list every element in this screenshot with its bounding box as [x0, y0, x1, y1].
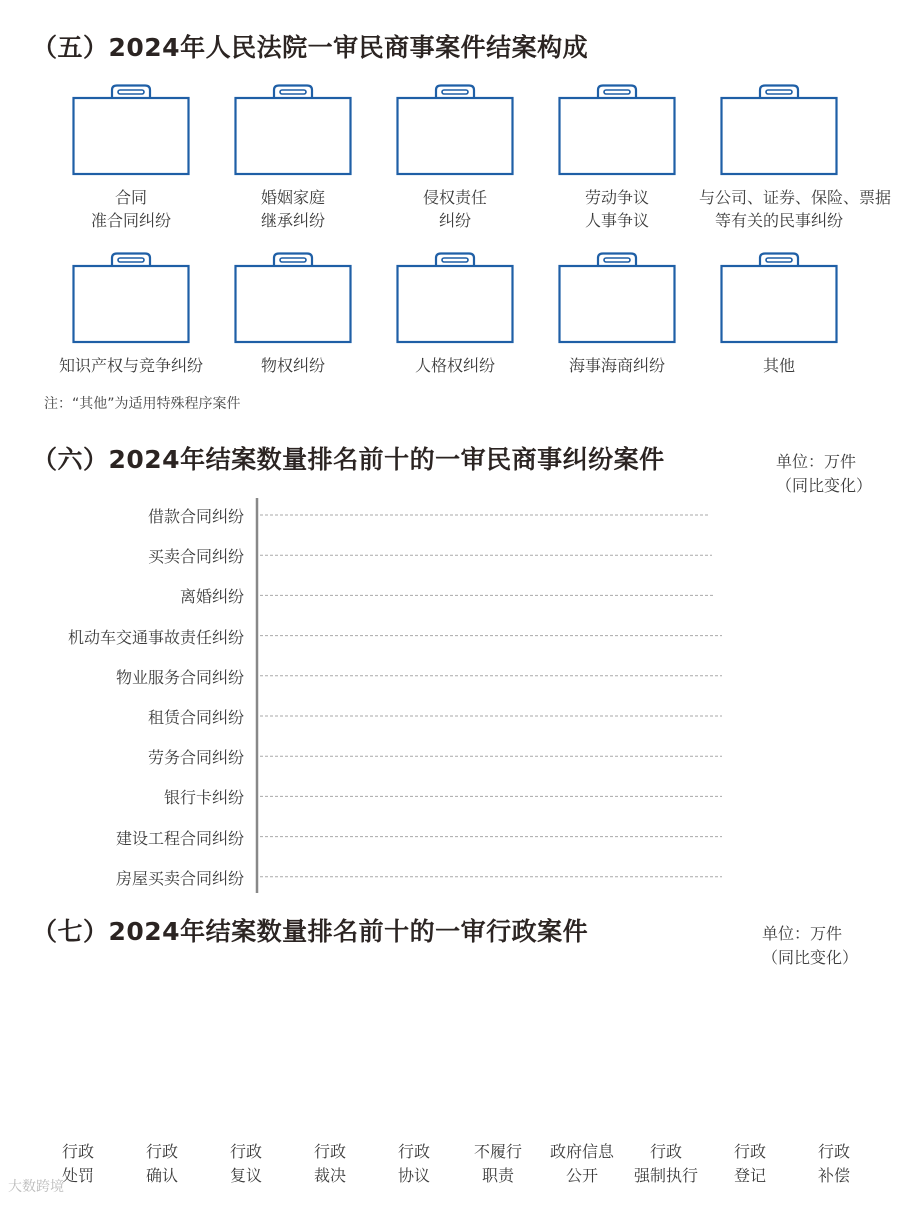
case-type-label-line1: 海事海商纠纷: [568, 356, 665, 375]
case-type-item: [699, 252, 859, 377]
case-type-label: [213, 354, 373, 377]
admin-case-category-line1: 不履行: [473, 1142, 522, 1161]
category-label: 物业服务合同纠纷: [115, 667, 244, 687]
category-label: 机动车交通事故责任纠纷: [67, 627, 244, 647]
case-type-item: [51, 84, 211, 232]
case-type-item: [537, 84, 697, 232]
case-type-label: [51, 186, 211, 232]
briefcase-icon: [234, 252, 352, 344]
section7-title: （七）2024年结案数量排名前十的一审行政案件: [32, 917, 589, 946]
case-type-label-line1: 侵权责任: [422, 188, 487, 207]
case-type-label-line1: 合同: [114, 188, 147, 207]
admin-case-category-line2: 登记: [733, 1166, 766, 1185]
case-type-label: [51, 354, 211, 377]
admin-case-category-line1: 行政: [817, 1142, 850, 1161]
case-type-label-line2: 准合同纠纷: [90, 211, 171, 230]
admin-case-category: [369, 1140, 459, 1188]
admin-case-category: [621, 1140, 711, 1188]
admin-case-category-line2: 职责: [481, 1166, 514, 1185]
case-type-label-line2: 等有关的民事纠纷: [714, 211, 843, 230]
unit-note: （同比变化）: [776, 476, 873, 495]
category-label: 房屋买卖合同纠纷: [115, 868, 244, 888]
admin-case-category-line1: 行政: [145, 1142, 178, 1161]
admin-case-category-line2: 确认: [145, 1166, 178, 1185]
briefcase-icon: [558, 252, 676, 344]
category-label: 离婚纠纷: [179, 587, 244, 607]
case-type-label-line1: 其他: [762, 356, 795, 375]
case-type-item: [51, 252, 211, 377]
admin-case-category: [705, 1140, 795, 1188]
category-label: 借款合同纠纷: [147, 507, 244, 526]
admin-case-category-line2: 处罚: [61, 1166, 94, 1185]
section5-note: 注：“其他”为适用特殊程序案件: [44, 396, 241, 412]
category-label: 建设工程合同纠纷: [115, 828, 244, 848]
briefcase-icon: [720, 252, 838, 344]
briefcase-icon: [72, 84, 190, 176]
admin-case-category-line1: 行政: [313, 1142, 346, 1161]
case-type-label-line1: 婚姻家庭: [260, 188, 325, 207]
admin-case-category: [285, 1140, 375, 1188]
case-type-label-line2: 纠纷: [438, 211, 471, 230]
case-type-label-line1: 物权纠纷: [260, 356, 325, 375]
admin-case-category: [789, 1140, 879, 1188]
admin-case-category-line2: 裁决: [313, 1166, 346, 1185]
case-type-item: [213, 252, 373, 377]
admin-case-category-line1: 行政: [649, 1142, 682, 1161]
briefcase-icon: [396, 84, 514, 176]
admin-case-category: [201, 1140, 291, 1188]
briefcase-icon: [396, 252, 514, 344]
case-type-label: [537, 186, 697, 232]
admin-case-category-line1: 行政: [229, 1142, 262, 1161]
briefcase-icon: [720, 84, 838, 176]
case-type-label-line2: 继承纠纷: [260, 211, 325, 230]
section5-title: （五）2024年人民法院一审民商事案件结案构成: [32, 33, 589, 62]
case-type-label: [375, 354, 535, 377]
admin-case-category: [453, 1140, 543, 1188]
admin-case-category-line1: 行政: [61, 1142, 94, 1161]
case-type-label-line1: 劳动争议: [584, 188, 649, 207]
admin-case-category-line2: 强制执行: [633, 1166, 698, 1185]
case-type-item: [375, 84, 535, 232]
section6-unit: [776, 450, 872, 498]
category-label: 劳务合同纠纷: [147, 748, 244, 768]
unit-label: 单位：万件: [762, 924, 843, 943]
case-type-label-line2: 人事争议: [584, 211, 649, 230]
unit-label: 单位：万件: [776, 452, 857, 471]
case-type-item: [699, 84, 892, 232]
admin-case-category: [117, 1140, 207, 1188]
case-type-item: [213, 84, 373, 232]
case-ranking-chart: [0, 495, 900, 895]
admin-case-category: [537, 1140, 627, 1188]
admin-case-category-line1: 行政: [397, 1142, 430, 1161]
category-label: 租赁合同纠纷: [147, 708, 244, 727]
admin-case-category-line2: 补偿: [817, 1166, 850, 1185]
category-label: 银行卡纠纷: [163, 788, 244, 808]
watermark: 大数跨境: [8, 1179, 64, 1195]
briefcase-icon: [558, 84, 676, 176]
case-type-label: [537, 354, 697, 377]
briefcase-icon: [72, 252, 190, 344]
case-type-label-line1: 与公司、证券、保险、票据: [699, 188, 892, 207]
admin-case-category-line1: 政府信息: [549, 1142, 614, 1161]
admin-case-category-line2: 复议: [229, 1166, 262, 1185]
case-type-item: [375, 252, 535, 377]
unit-note: （同比变化）: [762, 948, 859, 967]
case-type-label: [213, 186, 373, 232]
case-type-label-line1: 知识产权与竞争纠纷: [58, 356, 203, 375]
briefcase-icon: [234, 84, 352, 176]
case-type-label: [375, 186, 535, 232]
case-type-item: [537, 252, 697, 377]
section7-unit: [762, 922, 858, 970]
case-type-label: [699, 354, 859, 377]
admin-case-category-line2: 公开: [565, 1166, 598, 1185]
section6-title: （六）2024年结案数量排名前十的一审民商事纠纷案件: [32, 445, 665, 474]
case-type-label: [699, 186, 892, 232]
admin-case-category-line1: 行政: [733, 1142, 766, 1161]
category-label: 买卖合同纠纷: [147, 547, 244, 567]
admin-case-category-line2: 协议: [397, 1166, 430, 1185]
case-type-label-line1: 人格权纠纷: [414, 356, 495, 375]
